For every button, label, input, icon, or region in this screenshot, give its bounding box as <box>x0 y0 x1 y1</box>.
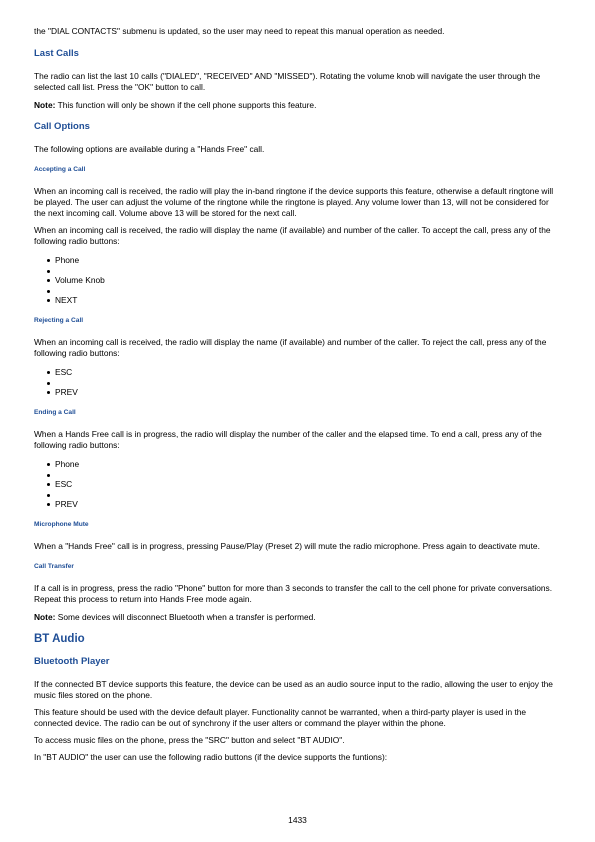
call-transfer-note <box>34 612 561 623</box>
list-item: ESC <box>34 479 561 490</box>
accepting-call-list <box>34 255 561 306</box>
call-transfer-paragraph: If a call is in progress, press the radio "Phone" button for more than 3 seconds to transfer the call to the cell phone for private conversations. Repeat this process to return into Hands Free mode again. <box>34 583 553 604</box>
last-calls-paragraph: The radio can list the last 10 calls ("DIALED", "RECEIVED" AND "MISSED"). Rotating the volume knob will navigate the user through the selected call list. Press the "OK" button to call. <box>34 71 541 92</box>
call-transfer-heading: Call Transfer <box>34 563 74 570</box>
last-calls-note <box>34 100 561 111</box>
microphone-mute-paragraph: When a "Hands Free" call is in progress, pressing Pause/Play (Preset 2) will mute the radio microphone. Press again to deactivate mute. <box>34 541 540 551</box>
call-options-paragraph: The following options are available during a "Hands Free" call. <box>34 144 265 154</box>
intro-text: the "DIAL CONTACTS" submenu is updated, so the user may need to repeat this manual operation as needed. <box>34 26 445 36</box>
spacer <box>34 378 561 387</box>
spacer <box>34 490 561 499</box>
accepting-call-paragraph-2: When an incoming call is received, the radio will display the name (if available) and number of the caller. To accept the call, press any of the following radio buttons: <box>34 225 551 246</box>
ending-call-list <box>34 459 561 510</box>
bt-audio-paragraph-3: To access music files on the phone, press the "SRC" button and select "BT AUDIO". <box>34 735 345 745</box>
call-options-heading: Call Options <box>34 121 90 132</box>
ending-call-paragraph: When a Hands Free call is in progress, the radio will display the number of the caller and the elapsed time. To end a call, press any of the following radio buttons: <box>34 429 542 450</box>
list-item: PREV <box>34 499 561 510</box>
note-text: Some devices will disconnect Bluetooth when a transfer is performed. <box>55 612 316 622</box>
rejecting-call-paragraph: When an incoming call is received, the radio will display the name (if available) and number of the caller. To reject the call, press any of the following radio buttons: <box>34 337 547 358</box>
spacer <box>34 470 561 479</box>
page-number: 1433 <box>288 815 307 825</box>
microphone-mute-heading: Microphone Mute <box>34 521 89 528</box>
note-text: This function will only be shown if the cell phone supports this feature. <box>55 100 317 110</box>
accepting-call-paragraph-1: When an incoming call is received, the radio will play the in-band ringtone if the device supports this feature, otherwise a default ringtone will be played. The user can adjust the volume of the ringtone while the ringtone is played. Any volume lower than 13, will not be considered for the next incoming call. Volume above 13 will be stored for the next call. <box>34 186 554 218</box>
list-item: ESC <box>34 367 561 378</box>
note-label: Note: <box>34 100 56 110</box>
bt-audio-paragraph-2: This feature should be used with the device default player. Functionality cannot be warranted, when a third-party player is used in the connected device. The radio can be out of synchrony if the user alters or command the player within the phone. <box>34 707 527 728</box>
spacer <box>34 266 561 275</box>
list-item: Phone <box>34 255 561 266</box>
bt-audio-paragraph-4: In "BT AUDIO" the user can use the following radio buttons (if the device supports the funtions): <box>34 752 388 762</box>
spacer <box>34 286 561 295</box>
accepting-call-heading: Accepting a Call <box>34 166 86 173</box>
note-label: Note: <box>34 612 56 622</box>
bluetooth-player-heading: Bluetooth Player <box>34 656 110 667</box>
rejecting-call-heading: Rejecting a Call <box>34 317 84 324</box>
list-item: Phone <box>34 459 561 470</box>
last-calls-heading: Last Calls <box>34 48 79 59</box>
rejecting-call-list <box>34 367 561 398</box>
ending-call-heading: Ending a Call <box>34 409 76 416</box>
list-item: Volume Knob <box>34 275 561 286</box>
bt-audio-paragraph-1: If the connected BT device supports this feature, the device can be used as an audio source input to the radio, allowing the user to enjoy the music files stored on the phone. <box>34 679 553 700</box>
list-item: PREV <box>34 387 561 398</box>
manual-page <box>34 26 561 763</box>
bt-audio-heading: BT Audio <box>34 633 85 645</box>
list-item: NEXT <box>34 295 561 306</box>
